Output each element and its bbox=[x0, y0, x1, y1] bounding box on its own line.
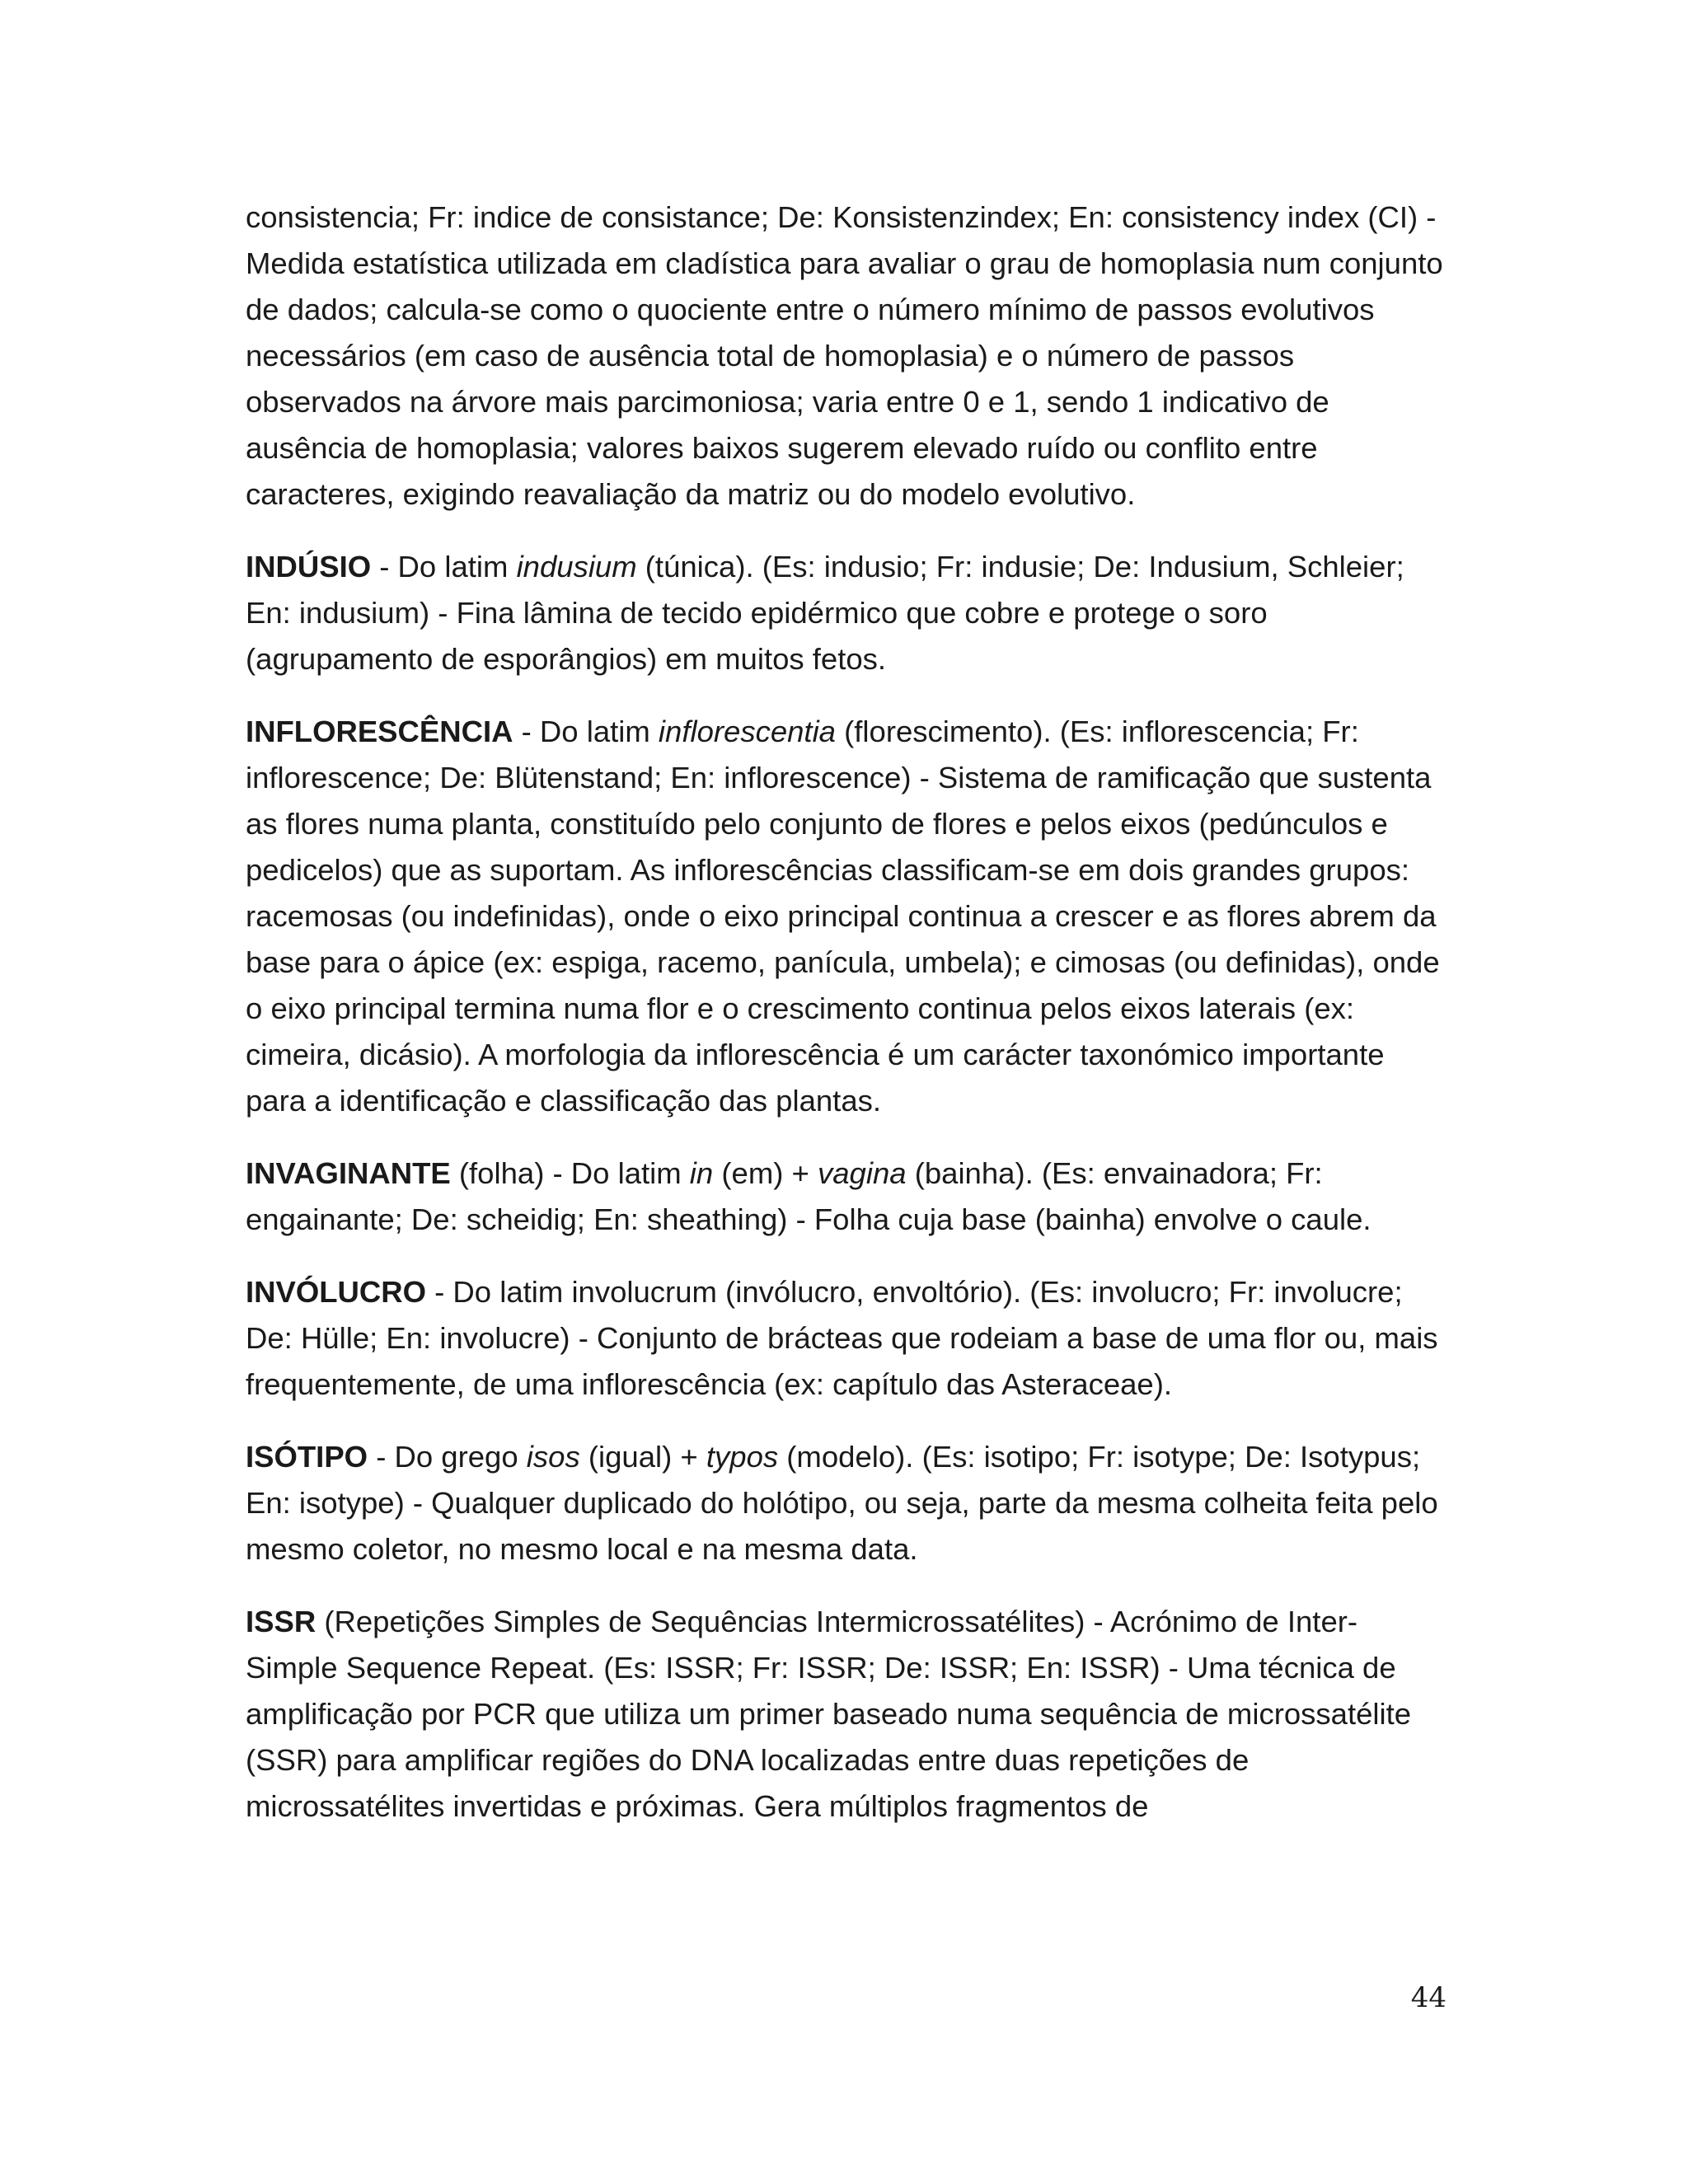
glossary-entry-isotipo bbox=[246, 1434, 1449, 1572]
entry-text: - Do grego bbox=[368, 1440, 527, 1474]
entry-text: (folha) - Do latim bbox=[450, 1156, 690, 1190]
entry-text: (modelo). (Es: isotipo; Fr: isotype; De: Isotypus; En: isotype) - Qualquer duplicado do holótipo, ou seja, parte da mesma colheita feita pelo mesmo coletor, no mesmo local e na mesma data. bbox=[246, 1440, 1438, 1566]
entry-text: (em) + bbox=[713, 1156, 818, 1190]
entry-term: INDÚSIO bbox=[246, 550, 372, 583]
entry-text: - Do latim bbox=[513, 715, 659, 748]
glossary-entry-invaginante bbox=[246, 1151, 1449, 1243]
entry-text: (bainha). (Es: envainadora; Fr: engainante; De: scheidig; En: sheathing) - Folha cuja base (bainha) envolve o caule. bbox=[246, 1156, 1372, 1236]
glossary-entry-involucro bbox=[246, 1269, 1449, 1408]
entry-etymon: indusium bbox=[516, 550, 637, 583]
entry-etymon: vagina bbox=[817, 1156, 907, 1190]
entry-term: INFLORESCÊNCIA bbox=[246, 715, 513, 748]
page-body bbox=[246, 194, 1449, 1856]
glossary-entry-indusio bbox=[246, 544, 1449, 682]
entry-text: (igual) + bbox=[579, 1440, 706, 1474]
entry-etymon: typos bbox=[706, 1440, 779, 1474]
glossary-entry-inflorescencia bbox=[246, 709, 1449, 1124]
entry-continuation-text: consistencia; Fr: indice de consistance; De: Konsistenzindex; En: consistency index (CI) - Medida estatística utilizada em cladística para avaliar o grau de homoplasia num conjunto de dados; calcula-se como o quociente entre o número mínimo de passos evolutivos necessários (em caso de ausência total de homoplasia) e o número de passos observados na árvore mais parcimoniosa; varia entre 0 e 1, sendo 1 indicativo de ausência de homoplasia; valores baixos sugerem elevado ruído ou conflito entre caracteres, exigindo reavaliação da matriz ou do modelo evolutivo. bbox=[246, 200, 1443, 511]
page-number: 44 bbox=[1410, 1981, 1447, 2014]
glossary-entry-continuation bbox=[246, 194, 1449, 518]
entry-text: (túnica). (Es: indusio; Fr: indusie; De: Indusium, Schleier; En: indusium) - Fina lâmina de tecido epidérmico que cobre e protege o soro (agrupamento de esporângios) em muitos fetos. bbox=[246, 550, 1404, 676]
entry-term: ISSR bbox=[246, 1605, 316, 1638]
entry-term: ISÓTIPO bbox=[246, 1440, 368, 1474]
entry-text: (Repetições Simples de Sequências Intermicrossatélites) - Acrónimo de Inter-Simple Sequence Repeat. (Es: ISSR; Fr: ISSR; De: ISSR; En: ISSR) - Uma técnica de amplificação por PCR que utiliza um primer baseado numa sequência de microssatélite (SSR) para amplificar regiões do DNA localizadas entre duas repetições de microssatélites invertidas e próximas. Gera múltiplos fragmentos de bbox=[246, 1605, 1412, 1823]
entry-etymon: in bbox=[689, 1156, 714, 1190]
entry-term: INVÓLUCRO bbox=[246, 1275, 426, 1309]
entry-etymon: isos bbox=[526, 1440, 580, 1474]
glossary-entry-issr bbox=[246, 1599, 1449, 1830]
entry-text: - Do latim involucrum (invólucro, envoltório). (Es: involucro; Fr: involucre; De: Hülle; En: involucre) - Conjunto de brácteas que rodeiam a base de uma flor ou, mais frequentemente, de uma inflorescência (ex: capítulo das Asteraceae). bbox=[246, 1275, 1438, 1401]
entry-term: INVAGINANTE bbox=[246, 1156, 451, 1190]
entry-etymon: inflorescentia bbox=[658, 715, 836, 748]
entry-text: - Do latim bbox=[371, 550, 517, 583]
entry-text: (florescimento). (Es: inflorescencia; Fr: inflorescence; De: Blütenstand; En: inflorescence) - Sistema de ramificação que sustenta as flores numa planta, constituído pelo conjunto de flores e pelos eixos (pedúnculos e pedicelos) que as suportam. As inflorescências classificam-se em dois grandes grupos: racemosas (ou indefinidas), onde o eixo principal continua a crescer e as flores abrem da base para o ápice (ex: espiga, racemo, panícula, umbela); e cimosas (ou definidas), onde o eixo principal termina numa flor e o crescimento continua pelos eixos laterais (ex: cimeira, dicásio). A morfologia da inflorescência é um carácter taxonómico importante para a identificação e classificação das plantas. bbox=[246, 715, 1440, 1118]
